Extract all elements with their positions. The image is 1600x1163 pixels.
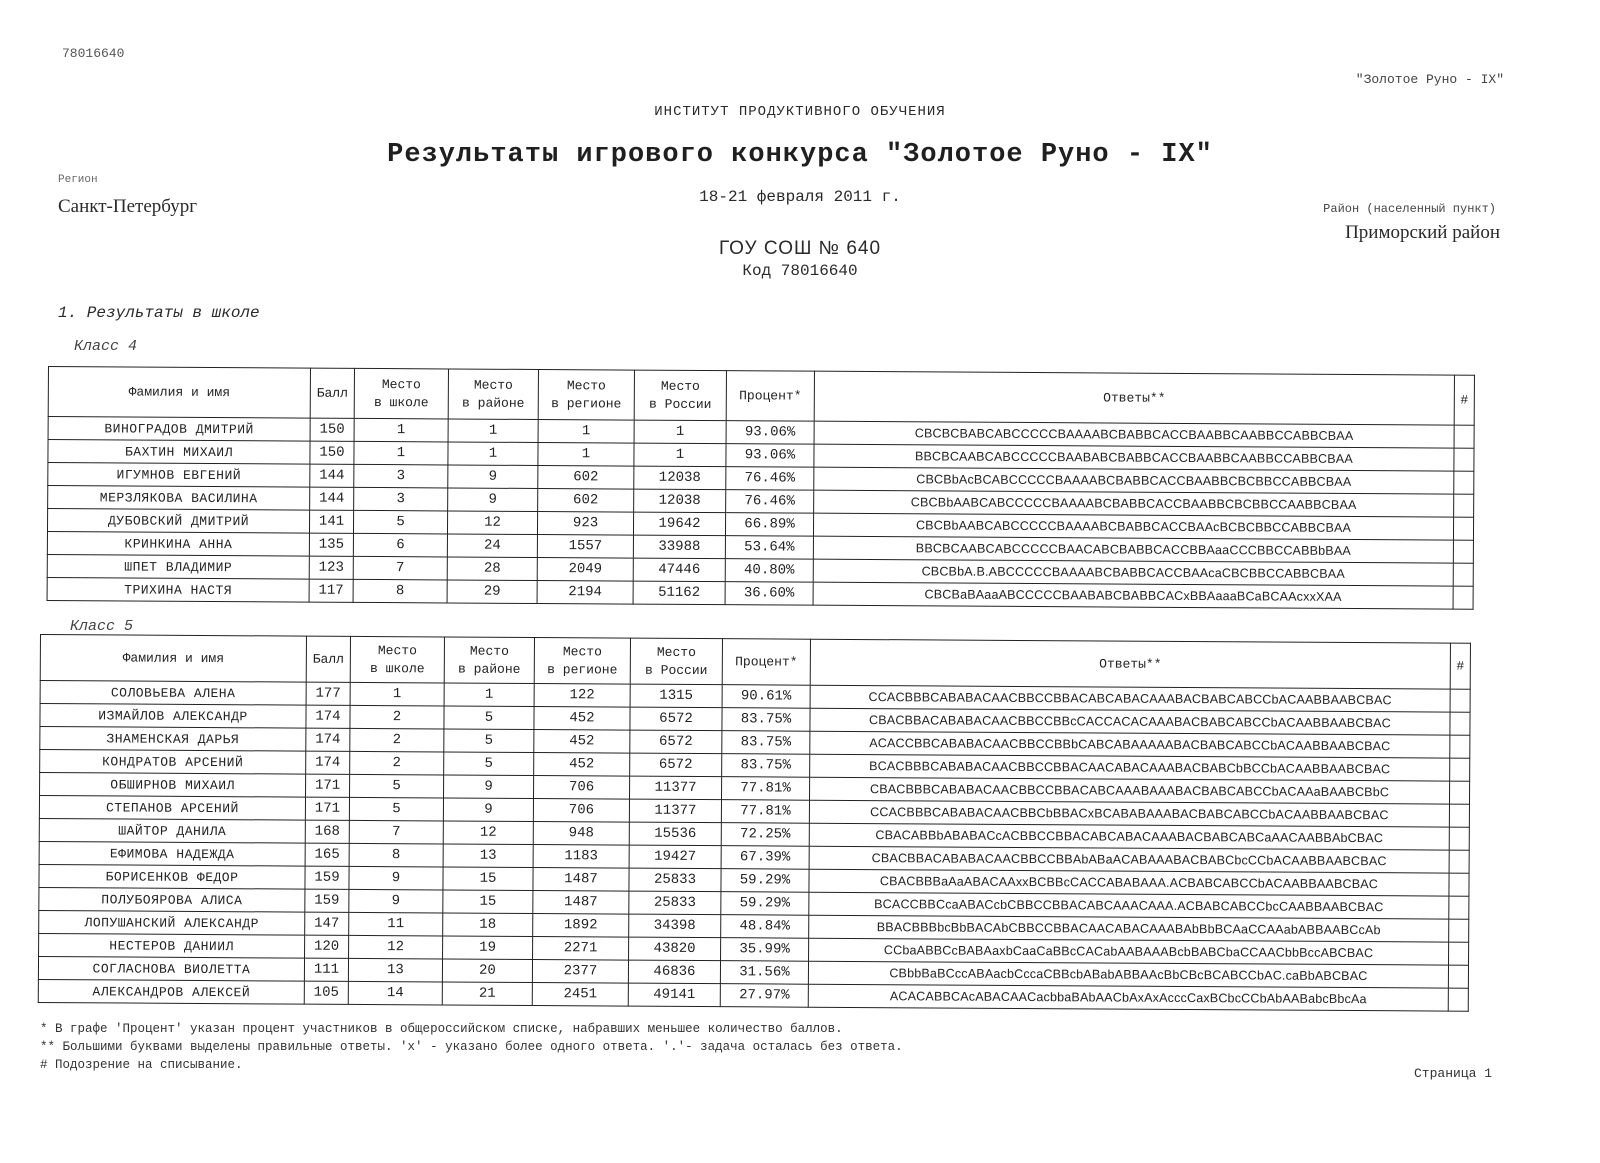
cell-name: СТЕПАНОВ АРСЕНИЙ [39, 796, 305, 821]
header-flag: # [1454, 375, 1474, 425]
cell-name: ТРИХИНА НАСТЯ [47, 577, 309, 602]
cell-place-russia: 46836 [628, 960, 720, 984]
cell-place-school: 5 [350, 774, 444, 798]
cell-answers: CBCBbAABCABCCCCCBAAAABCBABBCACCBAAcBCBCBBCCABBCBAA [813, 513, 1453, 540]
header-place-district: Место в районе [448, 369, 538, 420]
class-5-results-table [38, 634, 1471, 1012]
cell-place-school: 3 [354, 487, 448, 511]
cell-place-region: 923 [537, 511, 633, 535]
cell-place-district: 12 [447, 511, 537, 535]
cell-percent: 93.06% [726, 444, 814, 468]
cell-place-school: 14 [348, 981, 442, 1005]
cell-place-region: 1 [538, 442, 634, 466]
cell-place-russia: 6572 [630, 753, 722, 777]
cell-place-district: 28 [447, 557, 537, 581]
cell-place-district: 15 [443, 867, 533, 891]
cell-answers: CBCBbAABCABCCCCCBAAAABCBABBCACCBAABBCBCBBCCAABBCBAA [814, 490, 1454, 517]
cell-place-russia: 25833 [629, 891, 721, 915]
cell-place-region: 1487 [533, 891, 629, 915]
header-answers: Ответы** [814, 371, 1454, 425]
cell-place-school: 12 [349, 935, 443, 959]
cell-percent: 90.61% [722, 685, 810, 709]
document-code-stamp: 78016640 [62, 46, 125, 61]
cell-place-district: 13 [443, 844, 533, 868]
cell-name: МЕРЗЛЯКОВА ВАСИЛИНА [48, 486, 310, 511]
cell-name: ДУБОВСКИЙ ДМИТРИЙ [47, 509, 309, 534]
header-place-school: Место в школе [350, 636, 444, 683]
cell-place-school: 13 [348, 958, 442, 982]
cell-place-school: 3 [354, 464, 448, 488]
cell-place-russia: 6572 [630, 707, 722, 731]
cell-score: 174 [306, 705, 350, 728]
cell-score: 120 [305, 935, 349, 958]
cell-place-russia: 19642 [633, 512, 725, 536]
cell-percent: 93.06% [726, 421, 814, 445]
cell-percent: 40.80% [725, 559, 813, 583]
class-4-results-table [47, 366, 1475, 610]
cell-answers: CBbbBaBCccABAacbCccaCBBcbABabABBAAcBbCBcBCABCCbAC.caBbABCBAC [808, 961, 1448, 988]
cell-flag [1449, 919, 1469, 942]
header-place-region: Место в регионе [538, 369, 634, 420]
cell-place-school: 8 [349, 843, 443, 867]
cell-name: ОБШИРНОВ МИХАИЛ [40, 773, 306, 798]
district-value: Приморский район [1345, 222, 1500, 243]
cell-place-russia: 33988 [633, 535, 725, 559]
cell-place-russia: 1 [634, 443, 726, 467]
cell-place-district: 29 [447, 580, 537, 604]
cell-answers: CBCBCBABCABCCCCCBAAAABCBABBCACCBAABBCAABBCCABBCBAA [814, 421, 1454, 448]
cell-score: 171 [305, 797, 349, 820]
cell-answers: CBCBaBAaaABCCCCCBAABABCBABBCACxBBAaaaBCaBCAAcxxXAA [813, 582, 1453, 609]
cell-place-school: 7 [353, 556, 447, 580]
cell-place-region: 122 [534, 684, 630, 708]
cell-place-school: 1 [354, 441, 448, 465]
cell-percent: 36.60% [725, 582, 813, 606]
cell-place-russia: 34398 [629, 914, 721, 938]
cell-percent: 83.75% [722, 731, 810, 755]
cell-place-russia: 11377 [630, 776, 722, 800]
cell-place-district: 20 [442, 959, 532, 983]
header-flag: # [1450, 643, 1470, 689]
cell-name: ИГУМНОВ ЕВГЕНИЙ [48, 463, 310, 488]
cell-name: СОЛОВЬЕВА АЛЕНА [40, 681, 306, 706]
cell-flag [1454, 494, 1474, 517]
cell-flag [1453, 586, 1473, 609]
cell-answers: BBCBCAABCABCCCCCBAACABCBABBCACCBBAaaCCCBBCCABBbBAA [813, 536, 1453, 563]
cell-percent: 31.56% [720, 961, 808, 985]
cell-place-school: 2 [350, 751, 444, 775]
cell-place-district: 9 [443, 798, 533, 822]
class-5-rows [38, 681, 1470, 1012]
cell-flag [1450, 689, 1470, 712]
cell-flag [1450, 712, 1470, 735]
cell-score: 123 [309, 556, 353, 579]
page-number: Страница 1 [1413, 1066, 1492, 1081]
cell-place-russia: 1 [634, 420, 726, 444]
cell-score: 171 [306, 774, 350, 797]
contest-tag: "Золотое Руно - IX" [1355, 72, 1504, 87]
cell-answers: CBACABBbABABACcACBBCCBBACABCABACAAABACBABCABCaAACAABBAbCBAC [809, 823, 1449, 850]
cell-place-district: 1 [448, 442, 538, 466]
header-place-russia: Место в России [630, 638, 722, 685]
cell-score: 165 [305, 843, 349, 866]
cell-percent: 27.97% [720, 984, 808, 1008]
header-place-region: Место в регионе [534, 638, 630, 685]
header-name: Фамилия и имя [48, 367, 310, 419]
cell-flag [1449, 942, 1469, 965]
cell-answers: CBCBbA.B.ABCCCCCBAAAABCBABBCACCBAAcaCBCBBCCABBCBAA [813, 559, 1453, 586]
cell-name: БАХТИН МИХАИЛ [48, 440, 310, 465]
cell-place-russia: 12038 [634, 489, 726, 513]
cell-place-russia: 15536 [629, 822, 721, 846]
cell-flag [1453, 563, 1473, 586]
cell-name: БОРИСЕНКОВ ФЕДОР [39, 864, 305, 889]
cell-place-region: 1892 [533, 914, 629, 938]
cell-place-district: 9 [448, 465, 538, 489]
cell-answers: BBCBCAABCABCCCCCBAABABCBABBCACCBAABBCAABBCCABBCBAA [814, 444, 1454, 471]
cell-flag [1453, 540, 1473, 563]
cell-percent: 76.46% [726, 490, 814, 514]
cell-answers: ACACCBBCABABACAACBBCCBBbCABCABAAAAABACBABCABCCbACAABBAABCBAC [810, 731, 1450, 758]
cell-answers: CBACBBACABABACAACBBCCBBAbABaACABAAABACBABCbcCCbACAABBAABCBAC [809, 846, 1449, 873]
cell-place-school: 5 [349, 797, 443, 821]
cell-flag [1449, 827, 1469, 850]
header-answers: Ответы** [810, 639, 1450, 689]
header-place-district: Место в районе [444, 637, 534, 684]
cell-place-school: 1 [350, 682, 444, 706]
cell-answers: ACACABBCAcABACAACacbbaBAbAACbAxAxAcccCaxBCbcCCbAbAABabcBbcAa [808, 984, 1448, 1011]
cell-place-region: 2049 [537, 557, 633, 581]
cell-place-school: 1 [354, 418, 448, 442]
cell-name: ВИНОГРАДОВ ДМИТРИЙ [48, 417, 310, 442]
cell-flag [1449, 781, 1469, 804]
cell-place-school: 9 [349, 866, 443, 890]
cell-place-region: 2377 [532, 960, 628, 984]
cell-place-district: 5 [444, 729, 534, 753]
cell-answers: CBACBBACABABACAACBBCCBBcCACCACACAAABACBABCABCCbACAABBAABCBAC [810, 708, 1450, 735]
institute-name: ИНСТИТУТ ПРОДУКТИВНОГО ОБУЧЕНИЯ [654, 104, 946, 120]
cell-place-russia: 11377 [629, 799, 721, 823]
cell-flag [1449, 896, 1469, 919]
cell-name: ИЗМАЙЛОВ АЛЕКСАНДР [40, 704, 306, 729]
cell-name: КРИНКИНА АННА [47, 531, 309, 556]
cell-name: СОГЛАСНОВА ВИОЛЕТТА [38, 956, 304, 981]
cell-place-russia: 19427 [629, 845, 721, 869]
header-place-school: Место в школе [354, 368, 448, 419]
cell-flag [1449, 804, 1469, 827]
cell-name: ПОЛУБОЯРОВА АЛИСА [39, 887, 305, 912]
cell-place-region: 452 [534, 730, 630, 754]
cell-name: КОНДРАТОВ АРСЕНИЙ [40, 750, 306, 775]
cell-flag [1448, 988, 1468, 1011]
cell-answers: CCACBBBCABABACAACBBCbBBACxBCABABAAABACBABCABCCbACAABBAABCBAC [809, 800, 1449, 827]
cell-place-school: 11 [349, 912, 443, 936]
region-label: Регион [58, 174, 98, 186]
class-4-label: Класс 4 [74, 338, 138, 355]
cell-percent: 72.25% [721, 823, 809, 847]
cell-score: 159 [305, 889, 349, 912]
cell-place-russia: 1315 [630, 684, 722, 708]
cell-flag [1450, 758, 1470, 781]
cell-place-russia: 12038 [634, 466, 726, 490]
cell-score: 177 [306, 682, 350, 705]
cell-place-region: 706 [534, 776, 630, 800]
cell-score: 111 [304, 958, 348, 981]
cell-place-school: 7 [349, 820, 443, 844]
cell-percent: 59.29% [721, 869, 809, 893]
cell-score: 141 [309, 510, 353, 533]
cell-flag [1449, 873, 1469, 896]
class-4-header [48, 367, 1474, 426]
cell-percent: 59.29% [721, 892, 809, 916]
cell-percent: 83.75% [722, 754, 810, 778]
cell-place-region: 2194 [537, 580, 633, 604]
cell-score: 174 [306, 728, 350, 751]
cell-place-russia: 49141 [628, 983, 720, 1007]
footnote-answers: ** Большими буквами выделены правильные ответы. 'x' - указано более одного ответа. '.'- задача осталась без ответа. [40, 1040, 903, 1054]
cell-place-region: 452 [534, 753, 630, 777]
cell-place-region: 602 [538, 488, 634, 512]
cell-percent: 83.75% [722, 708, 810, 732]
cell-place-district: 1 [448, 419, 538, 443]
cell-score: 159 [305, 866, 349, 889]
contest-dates: 18-21 февраля 2011 г. [699, 188, 901, 206]
class-5-label: Класс 5 [70, 618, 134, 635]
cell-place-region: 1557 [537, 534, 633, 558]
cell-place-district: 21 [442, 982, 532, 1006]
cell-percent: 53.64% [725, 536, 813, 560]
school-name: ГОУ СОШ № 640 [718, 238, 882, 259]
cell-place-region: 452 [534, 707, 630, 731]
cell-score: 144 [310, 464, 354, 487]
cell-place-school: 8 [353, 579, 447, 603]
cell-name: ЗНАМЕНСКАЯ ДАРЬЯ [40, 727, 306, 752]
cell-score: 147 [305, 912, 349, 935]
cell-score: 117 [309, 579, 353, 602]
cell-place-russia: 6572 [630, 730, 722, 754]
cell-flag [1449, 850, 1469, 873]
cell-flag [1454, 425, 1474, 448]
cell-flag [1454, 448, 1474, 471]
footnote-cheating: # Подозрение на списывание. [40, 1058, 243, 1072]
cell-name: ЕФИМОВА НАДЕЖДА [39, 841, 305, 866]
cell-place-russia: 43820 [629, 937, 721, 961]
header-percent: Процент* [722, 639, 810, 686]
cell-place-region: 602 [538, 465, 634, 489]
cell-place-region: 2271 [533, 937, 629, 961]
cell-answers: BCACBBBCABABACAACBBCCBBACAACABACAAABACBABCbBCCbACAABBAABCBAC [810, 754, 1450, 781]
class-4-rows [47, 417, 1474, 610]
cell-percent: 67.39% [721, 846, 809, 870]
cell-place-district: 9 [448, 488, 538, 512]
cell-percent: 77.81% [722, 777, 810, 801]
cell-place-district: 5 [444, 706, 534, 730]
cell-score: 135 [309, 533, 353, 556]
school-code: Код 78016640 [742, 262, 858, 280]
page-title: Результаты игрового конкурса "Золотое Руно - IX" [387, 140, 1213, 170]
district-label: Район (населенный пункт) [1323, 202, 1496, 216]
cell-answers: CBCBbAcBCABCCCCCBAAAABCBABBCACCBAABBCBCBBCCABBCBAA [814, 467, 1454, 494]
cell-place-district: 5 [444, 752, 534, 776]
header-percent: Процент* [726, 371, 814, 422]
cell-place-district: 12 [443, 821, 533, 845]
cell-answers: BCACCBBCcaABACcbCBBCCBBACABCAAACAAA.ACBABCABCCbcCAABBAABCBAC [809, 892, 1449, 919]
cell-place-region: 1487 [533, 868, 629, 892]
cell-name: ШАЙТОР ДАНИЛА [39, 818, 305, 843]
cell-place-district: 18 [443, 913, 533, 937]
cell-place-region: 1 [538, 419, 634, 443]
cell-score: 150 [310, 441, 354, 464]
header-place-russia: Место в России [634, 370, 726, 421]
cell-place-district: 19 [443, 936, 533, 960]
cell-place-school: 6 [353, 533, 447, 557]
cell-place-district: 9 [444, 775, 534, 799]
cell-score: 168 [305, 820, 349, 843]
cell-name: ЛОПУШАНСКИЙ АЛЕКСАНДР [39, 910, 305, 935]
cell-place-region: 706 [533, 799, 629, 823]
cell-percent: 77.81% [721, 800, 809, 824]
cell-answers: CCbaABBCcBABAaxbCaaCaBBcCACabAABAAABcbBABCbaCCAACbbBccABCBAC [809, 938, 1449, 965]
cell-place-school: 9 [349, 889, 443, 913]
cell-score: 174 [306, 751, 350, 774]
cell-place-russia: 25833 [629, 868, 721, 892]
cell-place-region: 1183 [533, 845, 629, 869]
cell-score: 144 [310, 487, 354, 510]
cell-place-russia: 51162 [633, 581, 725, 605]
cell-place-school: 2 [350, 705, 444, 729]
cell-place-school: 5 [353, 510, 447, 534]
cell-percent: 66.89% [725, 513, 813, 537]
cell-place-district: 15 [443, 890, 533, 914]
cell-percent: 76.46% [726, 467, 814, 491]
footnote-percent: * В графе 'Процент' указан процент участников в общероссийском списке, набравших меньшее количество баллов. [40, 1022, 843, 1036]
section-title: 1. Результаты в школе [58, 304, 260, 322]
cell-place-russia: 47446 [633, 558, 725, 582]
cell-place-district: 24 [447, 534, 537, 558]
header-name: Фамилия и имя [40, 635, 306, 683]
cell-percent: 35.99% [721, 938, 809, 962]
cell-name: АЛЕКСАНДРОВ АЛЕКСЕЙ [38, 979, 304, 1004]
cell-flag [1450, 735, 1470, 758]
cell-percent: 48.84% [721, 915, 809, 939]
cell-answers: CBACBBBCABABACAACBBCCBBACABCAAABAAABACBABCABCCbACAAaBAABCBbC [809, 777, 1449, 804]
cell-name: НЕСТЕРОВ ДАНИИЛ [39, 933, 305, 958]
cell-place-district: 1 [444, 683, 534, 707]
cell-name: ШПЕТ ВЛАДИМИР [47, 554, 309, 579]
cell-answers: CCACBBBCABABACAACBBCCBBACABCABACAAABACBABCABCCbACAABBAABCBAC [810, 685, 1450, 712]
header-score: Балл [306, 636, 350, 682]
cell-score: 150 [310, 418, 354, 441]
region-value: Санкт-Петербург [58, 196, 198, 217]
cell-place-region: 2451 [532, 983, 628, 1007]
cell-place-region: 948 [533, 822, 629, 846]
cell-flag [1453, 517, 1473, 540]
cell-answers: BBACBBBbcBbBACAbCBBCCBBACAACABACAAABAbBbBCAaCCAAabABBAABCcAb [809, 915, 1449, 942]
cell-flag [1454, 471, 1474, 494]
cell-answers: CBACBBBaAaABACAAxxBCBBcCACCABABAAA.ACBABCABCCbACAABBAABCBAC [809, 869, 1449, 896]
cell-flag [1448, 965, 1468, 988]
header-score: Балл [310, 368, 354, 418]
cell-score: 105 [304, 981, 348, 1004]
cell-place-school: 2 [350, 728, 444, 752]
